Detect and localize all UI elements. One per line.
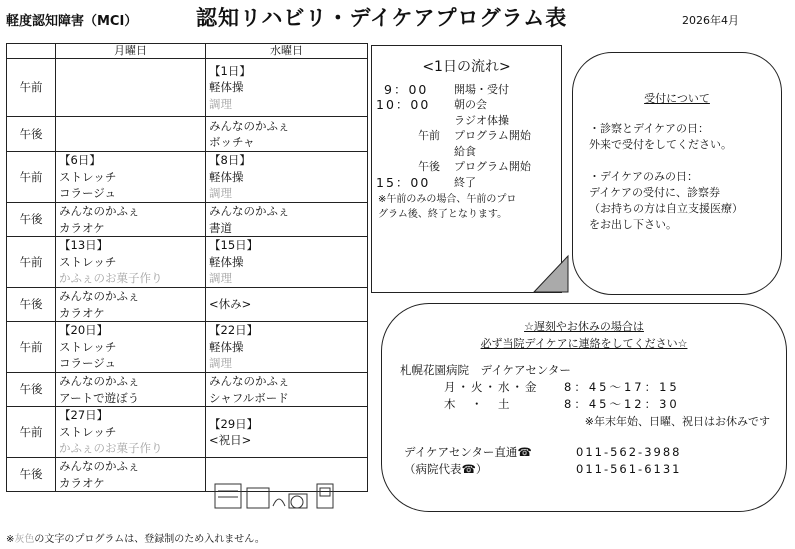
- phone-label: （病院代表☎）: [404, 462, 488, 476]
- flow-title: <1日の流れ>: [422, 59, 511, 75]
- program-item: ストレッチ: [59, 339, 117, 354]
- monday-cell: [56, 373, 206, 407]
- period-label: 午後: [7, 373, 56, 407]
- program-item: 【6日】: [59, 153, 101, 168]
- program-item: かふぇのお菓子作り: [59, 271, 163, 286]
- program-item: みんなのかふぇ: [59, 204, 140, 218]
- flow-text: プログラム開始: [454, 129, 531, 142]
- flow-note-line: ※午前のみの場合、午前のプロ: [378, 194, 517, 205]
- flow-row: [372, 113, 561, 129]
- hours-days: 月・火・水・金: [444, 380, 539, 394]
- schedule-date: 2026年4月: [682, 14, 739, 27]
- phone-number[interactable]: 011-562-3988: [576, 445, 682, 459]
- note-gray-word: 灰色: [14, 534, 35, 545]
- center-name: 札幌花園病院 デイケアセンター: [400, 363, 571, 377]
- reception-line: ・デイケアのみの日：: [589, 170, 699, 183]
- program-item: みんなのかふぇ: [59, 289, 140, 303]
- phone-row: [382, 461, 786, 478]
- monday-cell: [56, 117, 206, 152]
- table-row: [7, 288, 368, 322]
- program-item: 調理: [209, 186, 232, 201]
- phone-label: デイケアセンター直通☎: [404, 445, 532, 459]
- program-item: カラオケ: [59, 305, 105, 320]
- subtitle: 軽度認知障害（MCI）: [6, 14, 138, 29]
- flow-row: [372, 144, 561, 160]
- table-row: [7, 152, 368, 203]
- page-title: 認知リハビリ・デイケアプログラム表: [196, 6, 568, 30]
- flow-note-line: グラム後、終了となります。: [378, 209, 508, 220]
- wednesday-cell: [206, 373, 368, 407]
- reception-line: （お持ちの方は自立支援医療）: [589, 202, 743, 215]
- table-header-row: [7, 44, 368, 59]
- program-item: ストレッチ: [59, 254, 117, 269]
- program-item: 軽体操: [209, 169, 244, 184]
- flow-time: [372, 113, 454, 129]
- program-item: コラージュ: [59, 356, 117, 371]
- program-item: 【29日】: [209, 416, 259, 431]
- flow-time: 9：00: [384, 81, 429, 97]
- program-item: 【13日】: [59, 238, 109, 253]
- program-item: コラージュ: [59, 186, 117, 201]
- flow-time: 午前: [418, 129, 440, 142]
- flow-time: 15：00: [376, 174, 431, 190]
- monday-cell: [56, 237, 206, 288]
- header-monday: 月曜日: [56, 44, 206, 59]
- program-item: 【27日】: [59, 408, 109, 423]
- hours-row: [382, 396, 786, 413]
- program-item: 調理: [209, 271, 232, 286]
- program-item: <祝日>: [209, 433, 252, 447]
- period-label: 午後: [7, 203, 56, 237]
- schedule-table: [6, 43, 368, 492]
- program-item: 軽体操: [209, 339, 244, 354]
- contact-notice: ☆遅刻やお休みの場合は: [524, 320, 644, 333]
- program-item: ボッチャ: [209, 135, 255, 149]
- monday-cell: [56, 407, 206, 458]
- flow-row: [372, 128, 561, 144]
- wednesday-cell: [206, 152, 368, 203]
- table-row: [7, 322, 368, 373]
- program-item: 【22日】: [209, 323, 259, 338]
- reception-lines: [573, 121, 781, 233]
- hours-row: [382, 379, 786, 396]
- program-item: 書道: [209, 220, 232, 235]
- period-label: 午後: [7, 288, 56, 322]
- flow-row: [372, 97, 561, 113]
- program-item: 【15日】: [209, 238, 259, 253]
- program-item: かふぇのお菓子作り: [59, 441, 163, 456]
- program-item: カラオケ: [59, 220, 105, 235]
- monday-cell: [56, 288, 206, 322]
- program-item: みんなのかふぇ: [209, 204, 290, 218]
- wednesday-cell: [206, 59, 368, 117]
- flow-text: 開場・受付: [454, 82, 509, 96]
- program-item: 【8日】: [209, 153, 251, 168]
- period-label: 午前: [7, 152, 56, 203]
- phone-number[interactable]: 011-561-6131: [576, 462, 682, 476]
- flow-time: [372, 144, 454, 160]
- phone-row: [382, 444, 786, 461]
- monday-cell: [56, 458, 206, 492]
- contact-box: [381, 303, 787, 512]
- flow-row: [372, 175, 561, 191]
- program-item: <休み>: [209, 297, 252, 312]
- program-item: みんなのかふぇ: [59, 459, 140, 473]
- reception-line: をお出し下さい。: [589, 218, 677, 231]
- contact-notice: 必ず当院デイケアに連絡をしてください☆: [480, 337, 688, 350]
- wednesday-cell: [206, 288, 368, 322]
- program-item: アートで遊ぼう: [59, 390, 140, 405]
- program-item: ストレッチ: [59, 424, 117, 439]
- holiday-note: ※年末年始、日曜、祝日はお休みです: [584, 415, 770, 428]
- program-item: シャフルボード: [209, 390, 289, 405]
- speech-bubble-tail: [528, 252, 572, 296]
- period-label: 午前: [7, 322, 56, 373]
- note-rest: の文字のプログラムは、登録制のため入れません。: [34, 534, 265, 545]
- period-label: 午前: [7, 59, 56, 117]
- table-row: [7, 59, 368, 117]
- flow-list: [372, 82, 561, 191]
- footnote: [6, 530, 265, 545]
- period-label: 午後: [7, 458, 56, 492]
- monday-cell: [56, 322, 206, 373]
- program-item: 【1日】: [209, 63, 251, 78]
- program-item: 調理: [209, 356, 232, 371]
- flow-text: ラジオ体操: [454, 113, 509, 127]
- reception-line: [573, 153, 781, 169]
- reception-line: ・診察とデイケアの日：: [589, 122, 710, 135]
- table-row: [7, 407, 368, 458]
- table-row: [7, 117, 368, 152]
- program-item: カラオケ: [59, 475, 105, 490]
- flow-time: 午後: [418, 160, 440, 173]
- flow-text: プログラム開始: [454, 160, 531, 173]
- wednesday-cell: [206, 407, 368, 458]
- table-row: [7, 373, 368, 407]
- monday-cell: [56, 59, 206, 117]
- period-label: 午前: [7, 237, 56, 288]
- program-item: みんなのかふぇ: [59, 374, 140, 388]
- program-item: ストレッチ: [59, 169, 117, 184]
- flow-text: 朝の会: [454, 98, 487, 111]
- flow-text: 終了: [454, 175, 476, 189]
- monday-cell: [56, 152, 206, 203]
- flow-time: 10：00: [376, 97, 431, 112]
- program-item: 軽体操: [209, 254, 244, 269]
- hours-days: 木 ・ 土: [444, 397, 512, 411]
- hours-time: 8：45～17：15: [564, 380, 680, 394]
- hours-time: 8：45～12：30: [564, 397, 680, 411]
- reception-title: 受付について: [644, 92, 710, 105]
- wednesday-cell: [206, 237, 368, 288]
- program-item: 軽体操: [209, 80, 244, 95]
- flow-row: [372, 82, 561, 98]
- note-prefix: ※: [6, 534, 15, 545]
- reception-line: デイケアの受付に、診察券: [589, 186, 721, 199]
- program-item: 【20日】: [59, 323, 109, 338]
- monday-cell: [56, 203, 206, 237]
- flow-note: [372, 192, 561, 222]
- program-item: みんなのかふぇ: [209, 118, 290, 133]
- wednesday-cell: [206, 203, 368, 237]
- reception-line: 外来で受付をしてください。: [589, 138, 732, 151]
- flow-row: [372, 159, 561, 175]
- clipart-illustration: [213, 478, 339, 514]
- wednesday-cell: [206, 322, 368, 373]
- header-wednesday: 水曜日: [206, 44, 368, 59]
- program-item: みんなのかふぇ: [209, 374, 290, 388]
- reception-box: [572, 52, 782, 295]
- wednesday-cell: [206, 117, 368, 152]
- period-label: 午後: [7, 117, 56, 152]
- program-item: 調理: [209, 96, 232, 111]
- header-corner: [7, 44, 56, 59]
- period-label: 午前: [7, 407, 56, 458]
- table-row: [7, 203, 368, 237]
- flow-text: 給食: [454, 144, 476, 158]
- table-row: [7, 237, 368, 288]
